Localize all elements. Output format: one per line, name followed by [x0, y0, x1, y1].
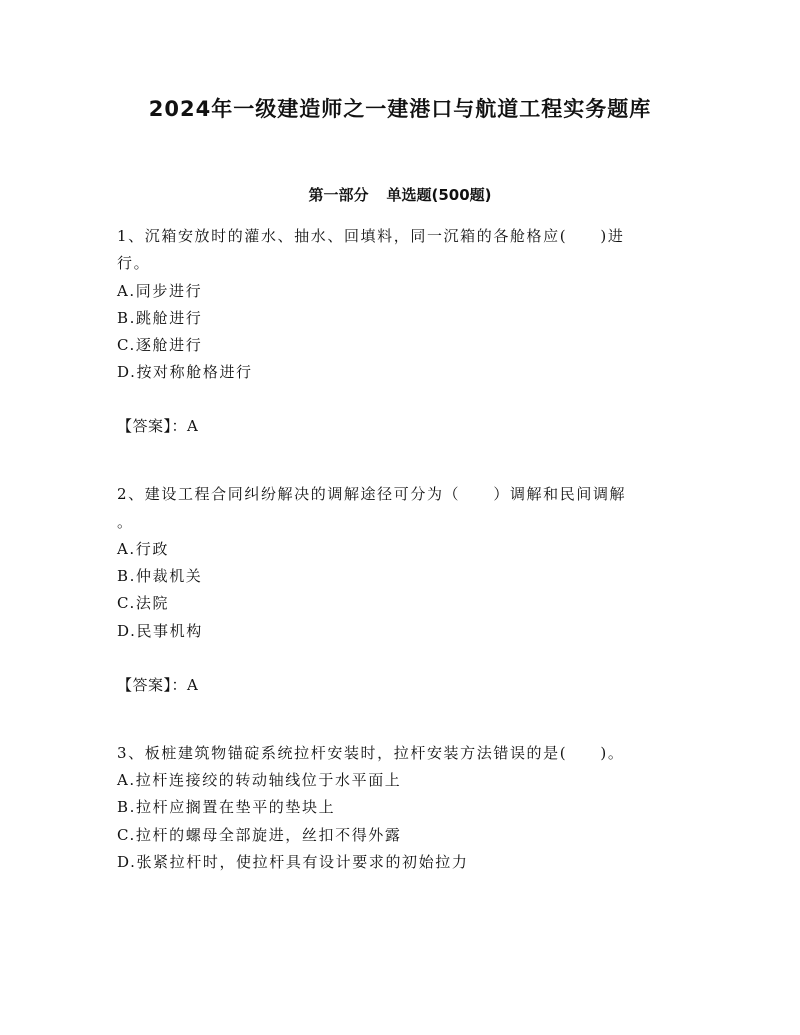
question-1-answer: [117, 414, 687, 438]
question-2-option-d: D.民事机构: [117, 622, 203, 640]
answer-value: A: [187, 417, 200, 435]
question-2-option-b: B.仲裁机关: [117, 567, 203, 585]
question-3-stem-line-1: 3、板桩建筑物锚碇系统拉杆安装时，拉杆安装方法错误的是( )。: [117, 744, 625, 762]
question-1-stem-line-1: 1、沉箱安放时的灌水、抽水、回填料，同一沉箱的各舱格应( )进: [117, 227, 625, 245]
question-3-option-b: B.拉杆应搁置在垫平的垫块上: [117, 798, 336, 816]
document-title: 2024年一级建造师之一建港口与航道工程实务题库: [148, 97, 652, 121]
question-1-option-a: A.同步进行: [117, 282, 203, 300]
question-1-option-c: C.逐舱进行: [117, 336, 203, 354]
question-2-option-c: C.法院: [117, 594, 170, 612]
answer-label: 【答案】：: [117, 417, 188, 435]
question-3-option-c: C.拉杆的螺母全部旋进，丝扣不得外露: [117, 826, 402, 844]
question-2-option-a: A.行政: [117, 540, 170, 558]
question-1-option-d: D.按对称舱格进行: [117, 363, 253, 381]
question-2-stem-line-1: 2、建设工程合同纠纷解决的调解途径可分为（ ）调解和民间调解: [117, 485, 627, 503]
section-heading: [0, 183, 800, 207]
question-3-option-a: A.拉杆连接绞的转动轴线位于水平面上: [117, 771, 402, 789]
section-part: 第一部分: [308, 186, 369, 204]
question-1-stem-line-2: 行。: [117, 254, 151, 272]
question-2-answer: [117, 673, 687, 697]
section-name: 单选题(500题): [386, 186, 492, 204]
answer-label: 【答案】：: [117, 676, 188, 694]
question-2-stem-line-2: 。: [117, 513, 134, 531]
answer-value: A: [187, 676, 200, 694]
question-3-option-d: D.张紧拉杆时，使拉杆具有设计要求的初始拉力: [117, 853, 469, 871]
question-1-option-b: B.跳舱进行: [117, 309, 203, 327]
